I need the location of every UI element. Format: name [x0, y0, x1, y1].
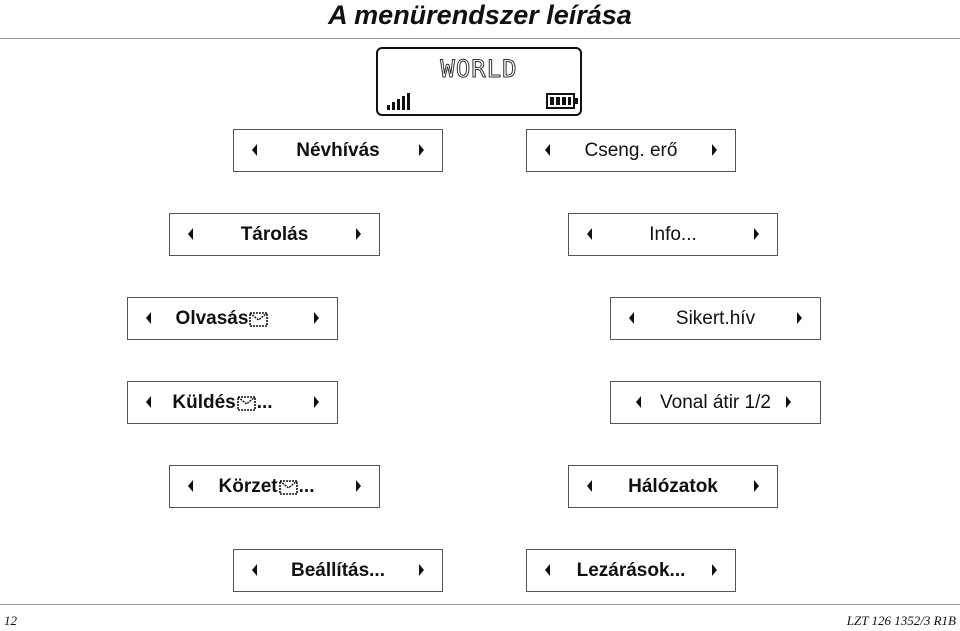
menu-item-kuldes[interactable] — [127, 381, 338, 424]
arrow-right-icon — [417, 143, 425, 157]
page-title: A menürendszer leírása — [328, 0, 632, 30]
menu-item-suffix: ... — [256, 392, 273, 413]
menu-item-label: Körzet — [218, 476, 278, 497]
menu-item-label: Olvasás — [175, 308, 249, 329]
menu-item-korzet[interactable] — [169, 465, 380, 508]
menu-item-cseng-ero[interactable] — [526, 129, 736, 172]
document-code: LZT 126 1352/3 R1B — [846, 613, 956, 628]
menu-item-label: Cseng. erő — [584, 140, 678, 161]
menu-item-lezarasok[interactable] — [526, 549, 736, 592]
menu-item-sikert-hiv[interactable] — [610, 297, 821, 340]
envelope-icon — [279, 480, 298, 495]
arrow-right-icon — [710, 143, 718, 157]
envelope-icon — [237, 396, 256, 411]
arrow-right-icon — [312, 311, 320, 325]
phone-display — [376, 47, 582, 116]
menu-item-suffix: ... — [298, 476, 315, 497]
menu-item-label: Lezárások... — [576, 560, 686, 581]
arrow-right-icon — [795, 311, 803, 325]
menu-item-label: Beállítás... — [291, 560, 385, 581]
arrow-right-icon — [710, 563, 718, 577]
menu-item-info[interactable] — [568, 213, 778, 256]
page-number: 12 — [4, 613, 17, 628]
footer-divider — [0, 604, 960, 605]
arrow-right-icon — [752, 479, 760, 493]
header-divider — [0, 38, 960, 39]
menu-item-label: Névhívás — [296, 140, 380, 161]
arrow-right-icon — [752, 227, 760, 241]
menu-item-tarolas[interactable] — [169, 213, 380, 256]
arrow-right-icon — [354, 227, 362, 241]
signal-strength-icon — [386, 91, 416, 111]
display-text: WORLD — [440, 55, 518, 83]
menu-item-label: Vonal átir 1/2 — [660, 392, 771, 413]
menu-item-halozatok[interactable] — [568, 465, 778, 508]
menu-item-label: Hálózatok — [628, 476, 718, 497]
arrow-right-icon — [417, 563, 425, 577]
menu-item-beallitas[interactable] — [233, 549, 443, 592]
arrow-right-icon — [312, 395, 320, 409]
menu-item-label: Tárolás — [240, 224, 309, 245]
menu-item-olvasas[interactable] — [127, 297, 338, 340]
menu-item-vonal-atir[interactable] — [610, 381, 821, 424]
battery-icon — [546, 92, 579, 110]
menu-item-nevhivas[interactable] — [233, 129, 443, 172]
menu-item-label: Info... — [649, 224, 697, 245]
menu-item-label: Küldés — [172, 392, 236, 413]
envelope-icon — [249, 312, 268, 327]
arrow-right-icon — [784, 395, 792, 409]
arrow-right-icon — [354, 479, 362, 493]
menu-item-label: Sikert.hív — [675, 308, 756, 329]
